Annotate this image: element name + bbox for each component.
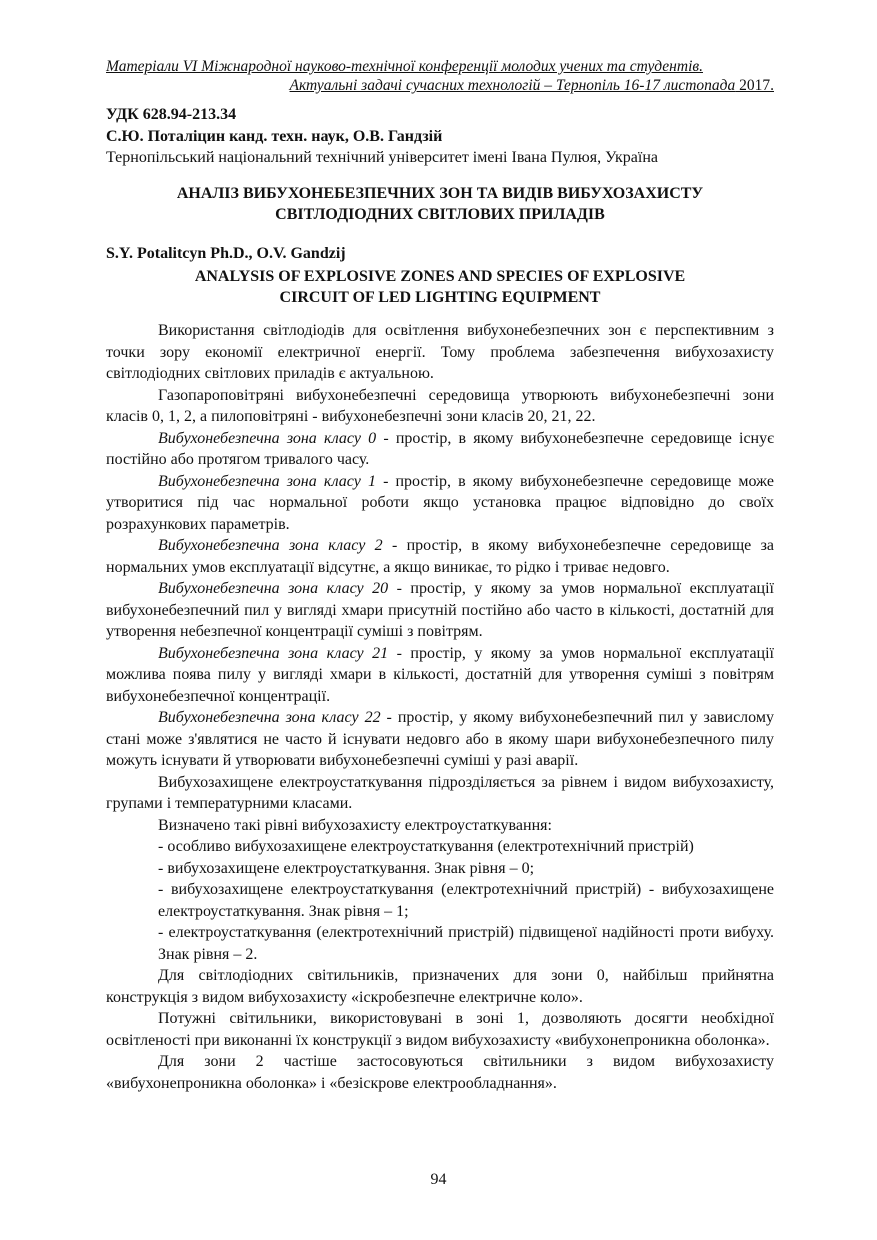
authors-ua: С.Ю. Поталіцин канд. техн. наук, О.В. Гандзій <box>106 128 443 145</box>
zone-21-definition: - простір, у якому за умов нормальної експлуатації можлива поява пилу у вигляді хмари в кількості, достатній для утворення суміші з повітрям вибухонебезпечної концентрації. <box>106 644 774 705</box>
paragraph-zone-0-luminaires: Для світлодіодних світильників, призначених для зони 0, найбільш прийнятна конструкція з видом вибухозахисту «іскробезпечне електричне коло». <box>106 967 774 1006</box>
title-ua <box>106 183 774 225</box>
affiliation: Тернопільський національний технічний університет імені Івана Пулюя, Україна <box>106 149 658 166</box>
paragraph-zone-1 <box>106 471 774 536</box>
zone-22-definition: - простір, у якому вибухонебезпечний пил у завислому стані може з'являтися не часто й існувати недовго або в якому шари вибухонебезпечного пилу можуть існувати й утворювати вибухонебезпечні суміші у разі аварії. <box>106 709 774 769</box>
paragraph-zone-22 <box>106 707 774 772</box>
header-conference-name: Матеріали VI Міжнародної науково-технічної конференції молодих учених та студентів. <box>106 58 703 75</box>
paragraph-zone-1-luminaires: Потужні світильники, використовувані в зоні 1, дозволяють досягти необхідної освітленості при виконанні їх конструкції з видом вибухозахисту «вибухонепроникна оболонка». <box>106 1010 774 1049</box>
udk-code: УДК 628.94-213.34 <box>106 106 237 123</box>
paragraph-intro: Використання світлодіодів для освітлення вибухонебезпечних зон є перспективним з точки зору економії електричної енергії. Тому проблема забезпечення вибухозахисту світлодіодних світлових приладів є актуальною. <box>106 322 774 382</box>
list-item-level-2: - електроустаткування (електротехнічний пристрій) підвищеної надійності проти вибуху. Знак рівня – 2. <box>158 924 774 963</box>
paragraph-zone-21 <box>106 643 774 708</box>
title-en-line-2: CIRCUIT OF LED LIGHTING EQUIPMENT <box>279 289 601 306</box>
title-ua-line-1: АНАЛІЗ ВИБУХОНЕБЕЗПЕЧНИХ ЗОН ТА ВИДІВ ВИБУХОЗАХИСТУ <box>176 185 704 202</box>
zone-21-term: Вибухонебезпечна зона класу 21 <box>158 644 389 662</box>
paragraph-protection-levels: Визначено такі рівні вибухозахисту електроустаткування: <box>158 816 552 834</box>
header-conference-details: Актуальні задачі сучасних технологій – Тернопіль 16-17 листопада <box>289 77 736 94</box>
zone-1-definition: - простір, в якому вибухонебезпечне середовище може утворитися під час нормальної роботи якщо установка працює відповідно до своїх розрахункових параметрів. <box>106 472 774 533</box>
page-number: 94 <box>430 1171 447 1188</box>
title-ua-line-2: СВІТЛОДІОДНИХ СВІТЛОВИХ ПРИЛАДІВ <box>275 206 605 223</box>
running-header-line-2 <box>106 77 774 95</box>
zone-0-term: Вибухонебезпечна зона класу 0 <box>158 429 377 447</box>
running-header-line-1 <box>106 58 774 76</box>
zone-22-term: Вибухонебезпечна зона класу 22 <box>158 709 381 726</box>
paragraph-zone-2-luminaires: Для зони 2 частіше застосовуються світильники з видом вибухозахисту «вибухонепроникна оболонка» і «безіскрове електрообладнання». <box>106 1053 774 1092</box>
authors-en: S.Y. Potalitcyn Ph.D., O.V. Gandzij <box>106 245 346 262</box>
paragraph-zone-2 <box>106 535 774 578</box>
paragraph-zone-classes: Газопароповітряні вибухонебезпечні середовища утворюють вибухонебезпечні зони класів 0, 1, 2, а пилоповітряні - вибухонебезпечні зони класів 20, 21, 22. <box>106 386 774 425</box>
header-year: 2017. <box>735 77 774 94</box>
list-item-level-special: - особливо вибухозахищене електроустаткування (електротехнічний пристрій) <box>158 838 694 855</box>
zone-0-definition: - простір, в якому вибухонебезпечне середовище існує постійно або протягом тривалого часу. <box>106 429 774 468</box>
zone-1-term: Вибухонебезпечна зона класу 1 <box>158 472 376 490</box>
list-item-level-0: - вибухозахищене електроустаткування. Знак рівня – 0; <box>158 859 535 877</box>
title-en-line-1: ANALYSIS OF EXPLOSIVE ZONES AND SPECIES OF EXPLOSIVE <box>194 268 686 285</box>
zone-2-definition: - простір, в якому вибухонебезпечне середовище за нормальних умов експлуатації відсутнє, а якщо виникає, то рідко і триває недовго. <box>106 537 774 576</box>
zone-20-term: Вибухонебезпечна зона класу 20 <box>158 580 389 597</box>
zone-20-definition: - простір, у якому за умов нормальної експлуатації вибухонебезпечний пил у вигляді хмари присутній постійно або часто в кількості, достатній для утворення небезпечної концентрації суміші з повітрям. <box>106 580 774 640</box>
paragraph-zone-0 <box>106 428 774 471</box>
title-en <box>106 266 774 308</box>
list-item-level-1: - вибухозахищене електроустаткування (електротехнічний пристрій) - вибухозахищене електроустаткування. Знак рівня – 1; <box>158 881 774 920</box>
paragraph-zone-20 <box>106 578 774 643</box>
zone-2-term: Вибухонебезпечна зона класу 2 <box>158 537 383 554</box>
paragraph-equipment-classification: Вибухозахищене електроустаткування підрозділяється за рівнем і видом вибухозахисту, групами і температурними класами. <box>106 773 774 812</box>
body-text <box>106 320 774 1094</box>
